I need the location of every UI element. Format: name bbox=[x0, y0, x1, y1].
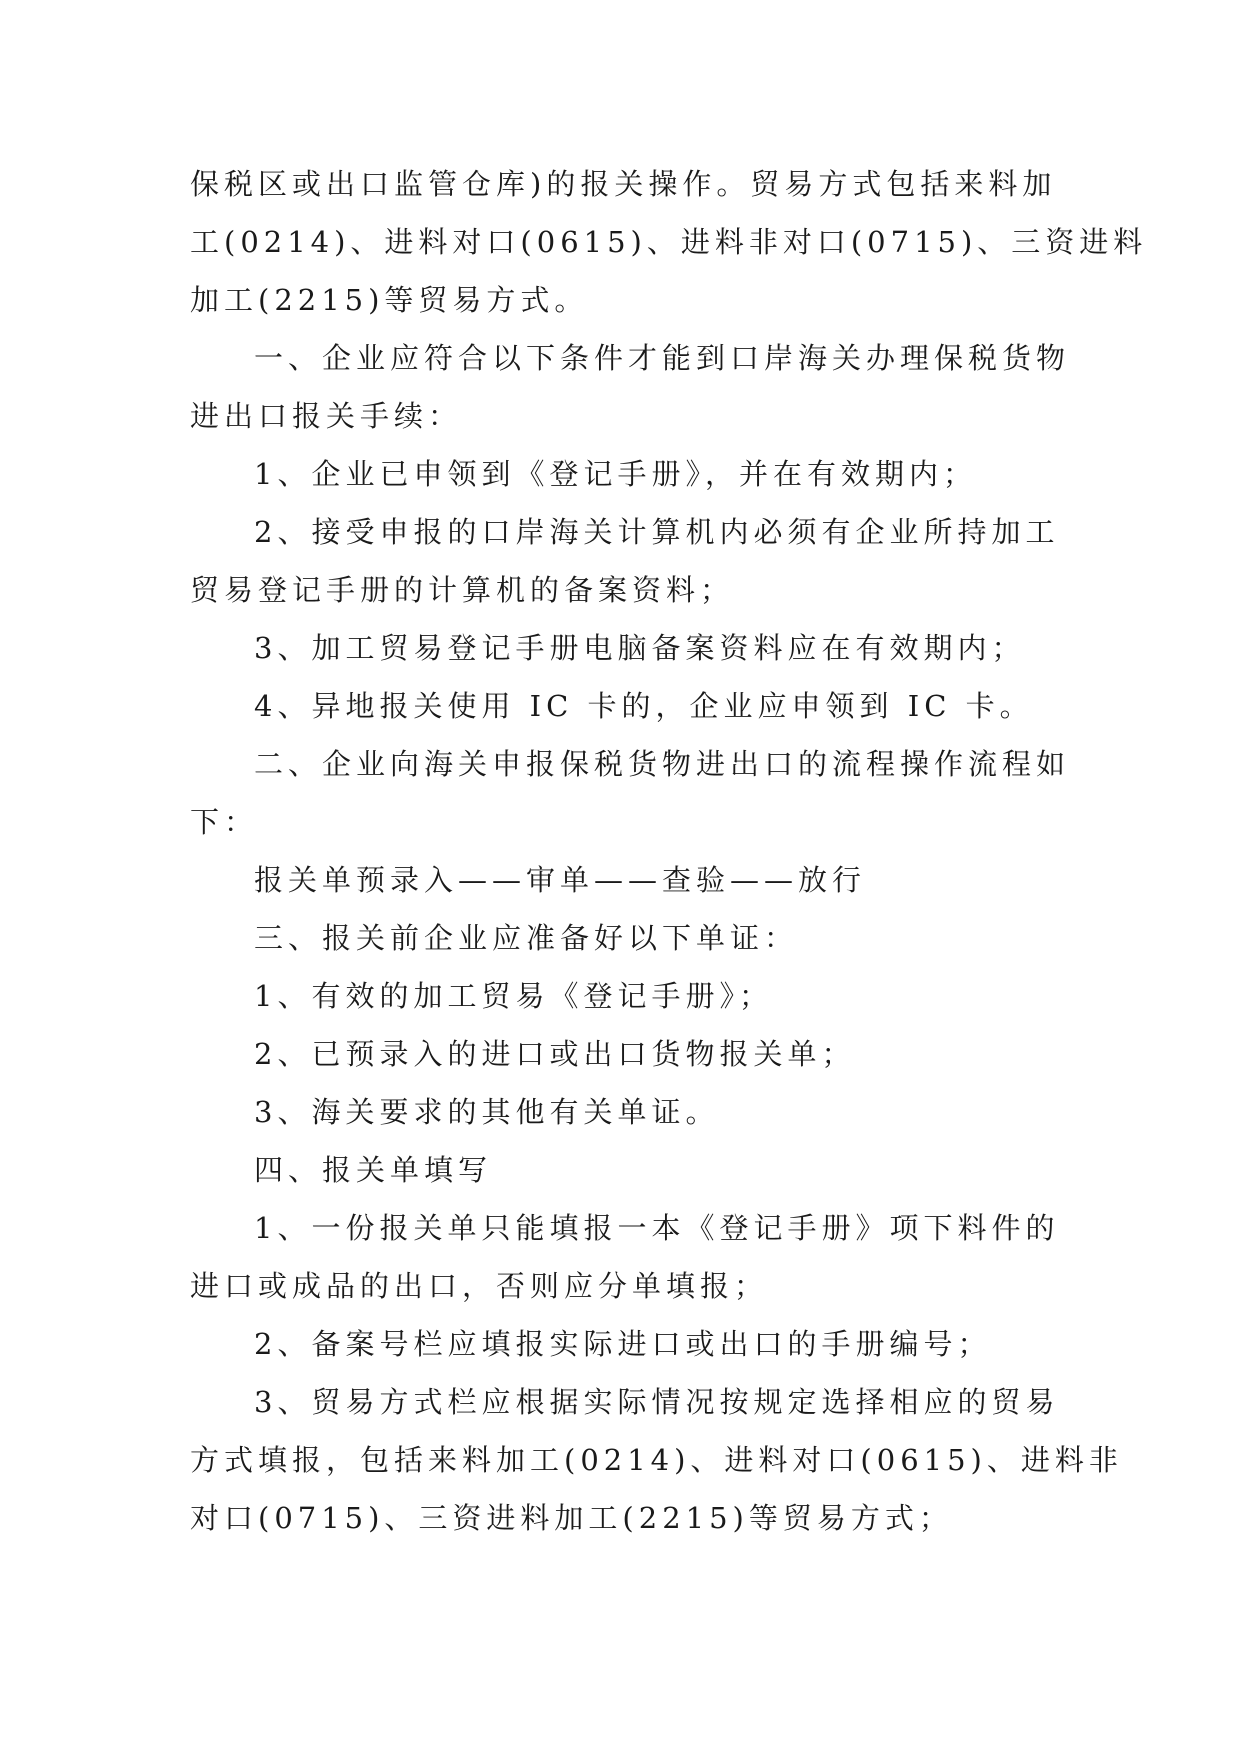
text-line: 工(0214)、进料对口(0615)、进料非对口(0715)、三资进料 bbox=[190, 225, 1148, 259]
text-line: 贸易登记手册的计算机的备案资料； bbox=[190, 573, 735, 607]
list-item: 1、一份报关单只能填报一本《登记手册》项下料件的 bbox=[254, 1211, 1060, 1245]
list-item: 4、异地报关使用 IC 卡的，企业应申领到 IC 卡。 bbox=[254, 689, 1034, 723]
text-line: 进出口报关手续： bbox=[190, 399, 463, 433]
list-item: 1、有效的加工贸易《登记手册》； bbox=[254, 979, 773, 1013]
list-item: 2、已预录入的进口或出口货物报关单； bbox=[254, 1037, 856, 1071]
section-heading: 一、企业应符合以下条件才能到口岸海关办理保税货物 bbox=[254, 341, 1071, 375]
list-item: 2、接受申报的口岸海关计算机内必须有企业所持加工 bbox=[254, 515, 1060, 549]
text-line: 加工(2215)等贸易方式。 bbox=[190, 283, 589, 317]
list-item: 3、贸易方式栏应根据实际情况按规定选择相应的贸易 bbox=[254, 1385, 1060, 1419]
text-line: 保税区或出口监管仓库)的报关操作。贸易方式包括来料加 bbox=[190, 167, 1057, 201]
list-item: 3、海关要求的其他有关单证。 bbox=[254, 1095, 720, 1129]
section-heading: 三、报关前企业应准备好以下单证： bbox=[254, 921, 799, 955]
text-line: 下： bbox=[190, 805, 259, 839]
process-flow: 报关单预录入——审单——查验——放行 bbox=[254, 863, 867, 897]
text-line: 方式填报，包括来料加工(0214)、进料对口(0615)、进料非 bbox=[190, 1443, 1123, 1477]
text-line: 进口或成品的出口，否则应分单填报； bbox=[190, 1269, 769, 1303]
list-item: 1、企业已申领到《登记手册》，并在有效期内； bbox=[254, 457, 977, 491]
section-heading: 四、报关单填写 bbox=[254, 1153, 493, 1187]
text-line: 对口(0715)、三资进料加工(2215)等贸易方式； bbox=[190, 1501, 953, 1535]
section-heading: 二、企业向海关申报保税货物进出口的流程操作流程如 bbox=[254, 747, 1071, 781]
list-item: 3、加工贸易登记手册电脑备案资料应在有效期内； bbox=[254, 631, 1026, 665]
list-item: 2、备案号栏应填报实际进口或出口的手册编号； bbox=[254, 1327, 992, 1361]
